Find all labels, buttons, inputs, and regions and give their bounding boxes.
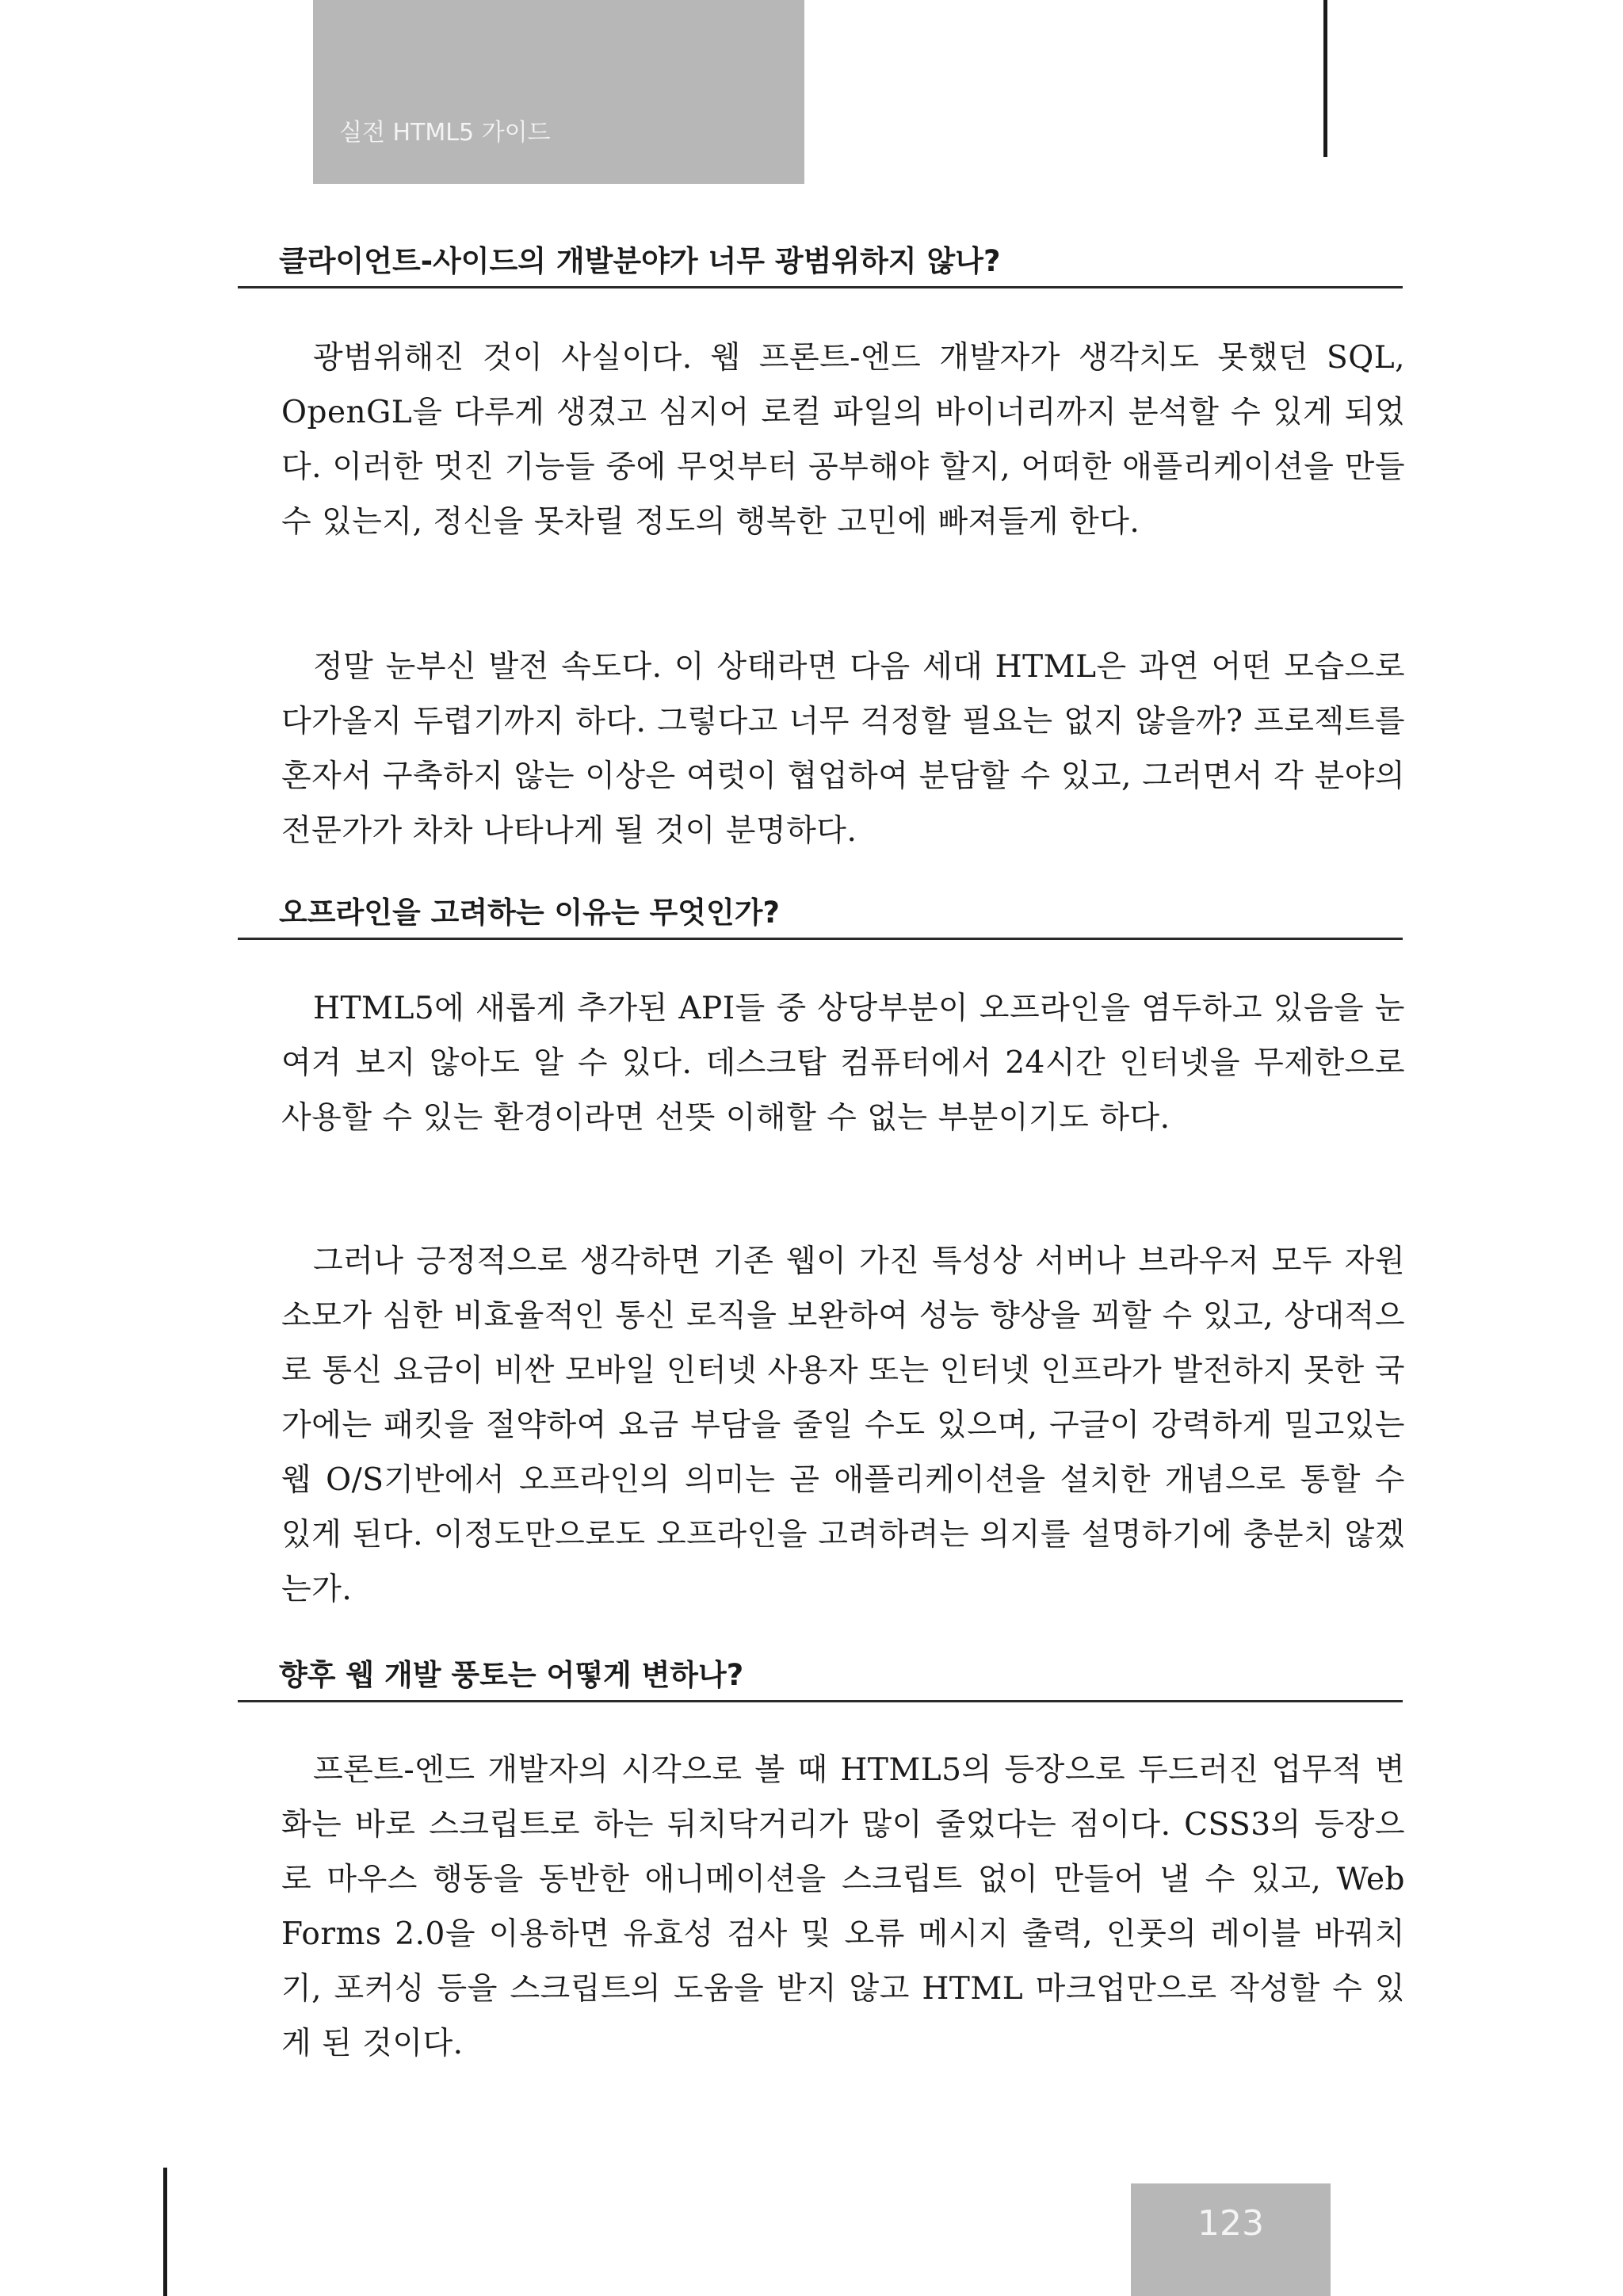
section-heading-client-side: 클라이언트-사이드의 개발분야가 너무 광범위하지 않나?: [238, 239, 1403, 288]
paragraph-offline-2: 그러나 긍정적으로 생각하면 기존 웹이 가진 특성상 서버나 브라우저 모두 자원 소모가 심한 비효율적인 통신 로직을 보완하여 성능 향상을 꾀할 수 있고, 상대적으로 통신 요금이 비싼 모바일 인터넷 사용자 또는 인터넷 인프라가 발전하지 못한 국가에는 패킷을 절약하여 요금 부담을 줄일 수도 있으며, 구글이 강력하게 밀고있는 웹 O/S기반에서 오프라인의 의미는 곧 애플리케이션을 설치한 개념으로 통할 수 있게 된다. 이정도만으로도 오프라인을 고려하려는 의지를 설명하기에 충분치 않겠는가.: [281, 1244, 1405, 1607]
header-tab: [313, 0, 804, 184]
page-number: 123: [1197, 2203, 1264, 2244]
bottom-left-rule: [163, 2168, 167, 2296]
section-heading-offline: 오프라인을 고려하는 이유는 무엇인가?: [238, 891, 1403, 940]
paragraph-web-dev-trend-1: 프론트-엔드 개발자의 시각으로 볼 때 HTML5의 등장으로 두드러진 업무적 변화는 바로 스크립트로 하는 뒤치닥거리가 많이 줄었다는 점이다. CSS3의 등장으로 마우스 행동을 동반한 애니메이션을 스크립트 없이 만들어 낼 수 있고, Web Forms 2.0을 이용하면 유효성 검사 및 오류 메시지 출력, 인풋의 레이블 바꿔치기, 포커싱 등을 스크립트의 도움을 받지 않고 HTML 마크업만으로 작성할 수 있게 된 것이다.: [281, 1752, 1406, 2061]
paragraph-offline-1: HTML5에 새롭게 추가된 API들 중 상당부분이 오프라인을 염두하고 있음을 눈여겨 보지 않아도 알 수 있다. 데스크탑 컴퓨터에서 24시간 인터넷을 무제한으로 사용할 수 있는 환경이라면 선뜻 이해할 수 없는 부분이기도 하다.: [281, 991, 1405, 1136]
paragraph-client-side-2: 정말 눈부신 발전 속도다. 이 상태라면 다음 세대 HTML은 과연 어떤 모습으로 다가올지 두렵기까지 하다. 그렇다고 너무 걱정할 필요는 없지 않을까? 프로젝트를 혼자서 구축하지 않는 이상은 여럿이 협업하여 분담할 수 있고, 그러면서 각 분야의 전문가가 차차 나타나게 될 것이 분명하다.: [281, 649, 1405, 849]
section-heading-web-dev-trend: 향후 웹 개발 풍토는 어떻게 변하나?: [238, 1653, 1403, 1702]
paragraph-client-side-1: 광범위해진 것이 사실이다. 웹 프론트-엔드 개발자가 생각치도 못했던 SQL, OpenGL을 다루게 생겼고 심지어 로컬 파일의 바이너리까지 분석할 수 있게 되었다. 이러한 멋진 기능들 중에 무엇부터 공부해야 할지, 어떠한 애플리케이션을 만들수 있는지, 정신을 못차릴 정도의 행복한 고민에 빠져들게 한다.: [281, 340, 1405, 540]
top-right-rule: [1323, 0, 1327, 157]
running-title: 실전 HTML5 가이드: [339, 119, 551, 147]
